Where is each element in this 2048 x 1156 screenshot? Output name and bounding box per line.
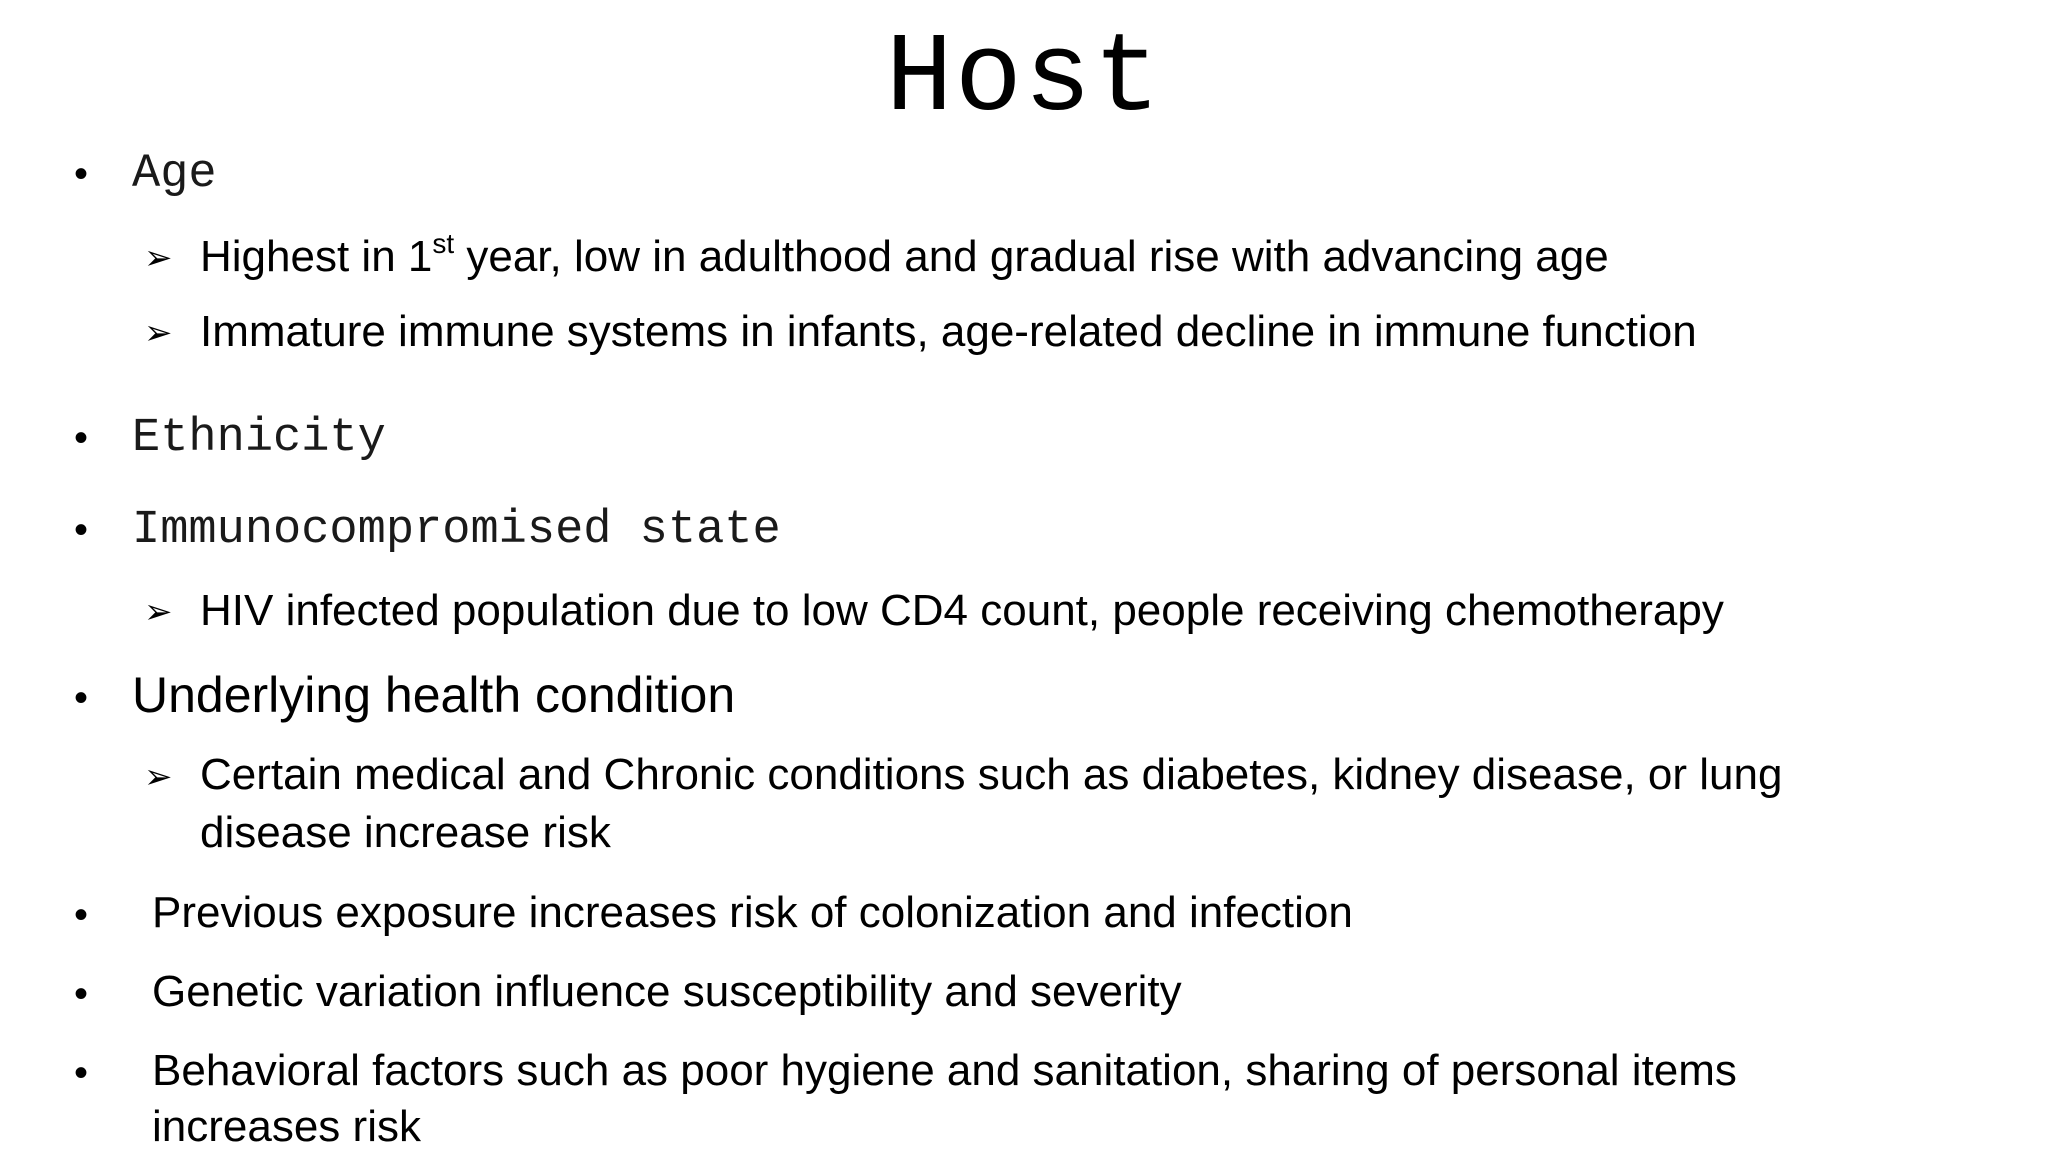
sub-item-text: Immature immune systems in infants, age-related decline in immune function (200, 307, 1697, 356)
arrow-bullet-icon: ➢ (144, 238, 173, 278)
bullet-text-age: Age (132, 148, 217, 201)
bullet-marker: • (74, 152, 89, 196)
bullet-text-ethnicity: Ethnicity (132, 412, 386, 465)
sub-item-text: HIV infected population due to low CD4 count, people receiving chemotherapy (200, 586, 1724, 635)
bullet-marker: • (74, 676, 89, 720)
sub-item-text-line2: disease increase risk (200, 808, 611, 857)
superscript: st (432, 228, 455, 259)
sub-item-text: Highest in 1st year, low in adulthood and gradual rise with advancing age (200, 228, 1609, 281)
arrow-bullet-icon: ➢ (144, 757, 173, 797)
bullet-marker: • (74, 416, 89, 460)
bullet-text-underlying-health: Underlying health condition (132, 667, 736, 723)
bullet-text-previous-exposure: Previous exposure increases risk of colonization and infection (152, 888, 1353, 937)
bullet-text-immunocompromised: Immunocompromised state (132, 504, 781, 557)
arrow-bullet-icon: ➢ (144, 313, 173, 353)
bullet-marker: • (74, 1051, 89, 1095)
bullet-text-genetic-variation: Genetic variation influence susceptibility and severity (152, 967, 1182, 1016)
bullet-text-behavioral-line1: Behavioral factors such as poor hygiene and sanitation, sharing of personal items (152, 1046, 1737, 1095)
bullet-text-behavioral-line2: increases risk (152, 1102, 421, 1151)
bullet-marker: • (74, 508, 89, 552)
bullet-marker: • (74, 972, 89, 1016)
sub-item-text-line1: Certain medical and Chronic conditions such as diabetes, kidney disease, or lung (200, 750, 1783, 799)
bullet-marker: • (74, 893, 89, 937)
arrow-bullet-icon: ➢ (144, 592, 173, 632)
slide-title: Host (885, 16, 1163, 143)
